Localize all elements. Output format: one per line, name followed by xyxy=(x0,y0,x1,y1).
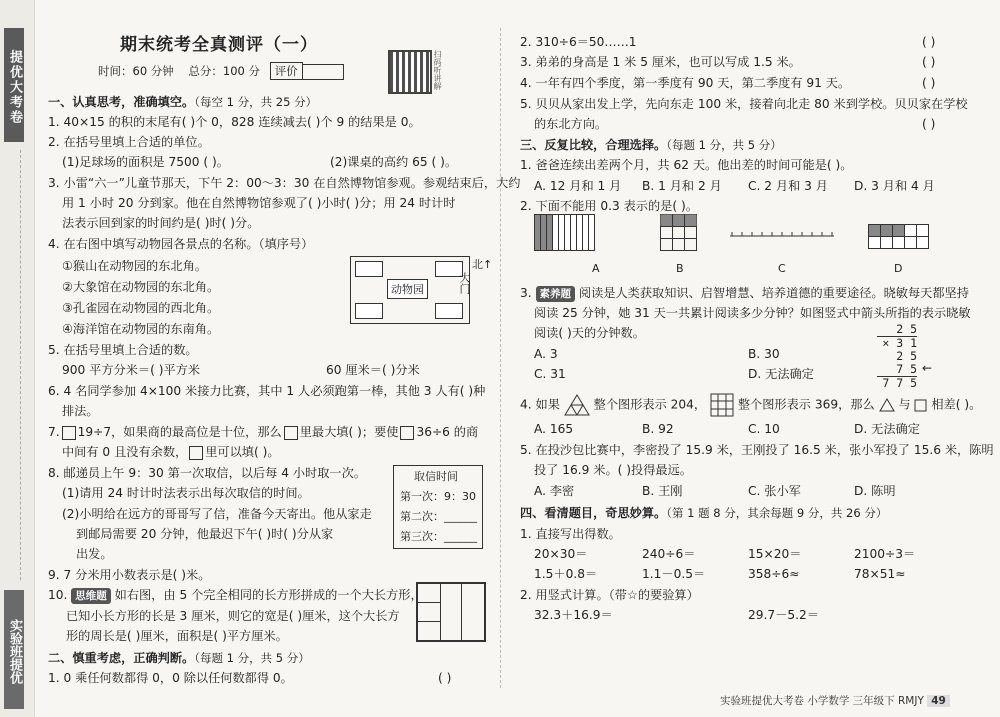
rectangles-figure xyxy=(416,582,486,642)
choice-5-line1: 5. 在投沙包比赛中，李密投了 15.9 米，王刚投了 16.5 米，张小军投了 15.6 米，陈明 xyxy=(520,443,994,457)
q8: 8. 邮递员上午 9：30 第一次取信，以后每 4 小时取一次。 xyxy=(48,466,366,480)
calc-1-r1-d[interactable]: 2100÷3＝ xyxy=(854,547,916,561)
judge-5-line2: 的东北方向。 xyxy=(534,117,608,131)
total-score: 总分：100 分 xyxy=(188,64,261,78)
q4-item3: ③孔雀园在动物园的西北角。 xyxy=(62,301,220,315)
q1: 1. 40×15 的积的末尾有( )个 0，828 连续减去( )个 9 的结果是 0。 xyxy=(48,115,421,129)
q8a: (1)请用 24 时计时法表示出每次取信的时间。 xyxy=(62,486,310,500)
q3-line3: 法表示回到家的时间约是( )时( )分。 xyxy=(62,216,260,230)
small-rect xyxy=(417,621,441,641)
judge-4-answer[interactable]: ( ) xyxy=(922,76,936,90)
grid-square-figure-icon xyxy=(710,393,734,417)
north-arrow-icon: 北↑ xyxy=(472,258,493,271)
time-limit: 时间：60 分钟 xyxy=(98,64,174,78)
binding-spine xyxy=(0,0,35,717)
gate-label: 大门 xyxy=(458,272,471,294)
q4-item1: ①猴山在动物园的东北角。 xyxy=(62,259,207,273)
q2b: (2)课桌的高约 65 ( )。 xyxy=(330,155,458,169)
q10-line2: 已知小长方形的长是 3 厘米，则它的宽是( )厘米，这个大长方 xyxy=(66,609,400,623)
exam-meta xyxy=(98,62,344,80)
q10-line3: 形的周长是( )厘米，面积是( )平方厘米。 xyxy=(66,629,288,643)
choice-1-opt-b[interactable]: B. 1 月和 2 月 xyxy=(642,179,722,193)
strip xyxy=(571,215,577,251)
judge-5-answer[interactable]: ( ) xyxy=(922,117,936,131)
figure-b-label: B xyxy=(676,262,684,275)
zoo-map xyxy=(350,256,470,324)
triangle-figure-icon xyxy=(564,394,590,416)
cell xyxy=(917,237,929,249)
q7-line2: 中间有 0 且没有余数， 里可以填( )。 xyxy=(62,445,280,459)
q3-line2: 用 1 小时 20 分到家。他在自然博物馆参观了( )小时( )分；用 24 时计时 xyxy=(62,196,456,210)
triangle-icon xyxy=(879,398,895,412)
calc-1-r2-c[interactable]: 358÷6≈ xyxy=(748,567,800,581)
digit-box[interactable] xyxy=(400,426,414,440)
qr-code-icon[interactable] xyxy=(388,50,432,94)
qr-caption: 扫码听讲解 xyxy=(433,50,442,90)
strip xyxy=(553,215,559,251)
q4-item4: ④海洋馆在动物园的东南角。 xyxy=(62,322,220,336)
choice-5-line2: 投了 16.9 米。( )投得最远。 xyxy=(534,463,692,477)
section-2-heading: 二、慎重考虑，正确判断。（每题 1 分，共 5 分） xyxy=(48,651,310,665)
choice-2: 2. 下面不能用 0.3 表示的是( )。 xyxy=(520,199,698,213)
page-number: 49 xyxy=(927,695,950,707)
map-cell-se[interactable] xyxy=(435,303,463,319)
cell xyxy=(893,237,905,249)
choice-3-opt-c[interactable]: C. 31 xyxy=(534,367,566,381)
pickup-row-3[interactable]: 第三次：______ xyxy=(400,530,477,543)
vert-line: 2 5 xyxy=(896,322,917,336)
q4: 4. 在右图中填写动物园各景点的名称。（填序号） xyxy=(48,237,314,251)
q8c: 到邮局需要 20 分钟，他最迟下午( )时( )分从家 xyxy=(76,527,334,541)
section-3-heading: 三、反复比较，合理选择。（每题 1 分，共 5 分） xyxy=(520,138,782,152)
figure-d xyxy=(868,214,934,254)
digit-box[interactable] xyxy=(284,426,298,440)
page-divider xyxy=(500,28,501,688)
judge-3: 3. 弟弟的身高是 1 米 5 厘米，也可以写成 1.5 米。 xyxy=(520,55,801,69)
calc-1-r2-a[interactable]: 1.5＋0.8＝ xyxy=(534,567,598,581)
choice-3-line3: 阅读( )天的分钟数。 xyxy=(534,326,645,340)
vert-line: 2 5 xyxy=(896,349,917,363)
calc-2-b[interactable]: 29.7－5.2＝ xyxy=(748,608,819,622)
choice-1-opt-c[interactable]: C. 2 月和 3 月 xyxy=(748,179,828,193)
choice-3-opt-b[interactable]: B. 30 xyxy=(748,347,780,361)
choice-1-opt-d[interactable]: D. 3 月和 4 月 xyxy=(854,179,935,193)
cell xyxy=(881,237,893,249)
q6-line1: 6. 4 名同学参加 4×100 米接力比赛，其中 1 人必须跑第一棒，其他 3 人有( )种 xyxy=(48,384,486,398)
q3-line1: 3. 小雷“六一”儿童节那天，下午 2：00～3：30 在自然博物馆参观。参观结束后，大约 xyxy=(48,176,521,190)
q5: 5. 在括号里填上合适的数。 xyxy=(48,343,198,357)
pickup-title: 取信时间 xyxy=(414,470,458,483)
page-footer xyxy=(720,693,950,708)
strip xyxy=(547,215,553,251)
q5b: 60 厘米＝( )分米 xyxy=(326,363,420,377)
judge-3-answer[interactable]: ( ) xyxy=(922,55,936,69)
eval-box[interactable] xyxy=(303,64,344,80)
square-icon xyxy=(914,399,927,412)
digit-box[interactable] xyxy=(189,446,203,460)
choice-1: 1. 爸爸连续出差两个月，共 62 天。他出差的时间可能是( )。 xyxy=(520,158,853,172)
cell xyxy=(905,225,917,237)
q9: 9. 7 分米用小数表示是( )米。 xyxy=(48,568,211,582)
choice-5-opt-d[interactable]: D. 陈明 xyxy=(854,484,896,498)
figure-a xyxy=(534,214,634,254)
judge-4: 4. 一年有四个季度，第一季度有 90 天，第二季度有 91 天。 xyxy=(520,76,851,90)
q4-item2: ②大象馆在动物园的东北角。 xyxy=(62,280,220,294)
brand-logo-top: 提优大考卷 xyxy=(4,28,24,142)
literacy-tag: 素养题 xyxy=(536,286,576,302)
cell xyxy=(917,225,929,237)
choice-5-opt-a[interactable]: A. 李密 xyxy=(534,484,575,498)
q5a: 900 平方分米＝( )平方米 xyxy=(62,363,201,377)
choice-3-line1: 3. 素养题 阅读是人类获取知识、启智增慧、培养道德的重要途径。晓敏每天都坚持 xyxy=(520,286,969,300)
digit-box[interactable] xyxy=(62,426,76,440)
cell xyxy=(893,225,905,237)
map-cell-nw[interactable] xyxy=(355,261,383,277)
small-rect xyxy=(440,583,462,641)
q2: 2. 在括号里填上合适的单位。 xyxy=(48,135,210,149)
choice-5-opt-b[interactable]: B. 王刚 xyxy=(642,484,683,498)
figure-a-label: A xyxy=(592,262,600,275)
strip xyxy=(565,215,571,251)
strip xyxy=(589,215,595,251)
strip xyxy=(583,215,589,251)
choice-3-opt-a[interactable]: A. 3 xyxy=(534,347,558,361)
q8b: (2)小明给在远方的哥哥写了信，准备今天寄出。他从家走 xyxy=(62,507,372,521)
section-1-heading: 一、认真思考，准确填空。（每空 1 分，共 25 分） xyxy=(48,95,318,109)
q2a: (1)足球场的面积是 7500 ( )。 xyxy=(62,155,229,169)
pickup-row-2[interactable]: 第二次：______ xyxy=(400,510,477,523)
strip xyxy=(577,215,583,251)
thinking-tag: 思维题 xyxy=(71,588,111,604)
calc-1-r1-b[interactable]: 240÷6＝ xyxy=(642,547,696,561)
choice-4-opt-c[interactable]: C. 10 xyxy=(748,422,780,436)
cut-line xyxy=(20,150,21,580)
strip xyxy=(559,215,565,251)
calc-1-r2-d[interactable]: 78×51≈ xyxy=(854,567,906,581)
calc-1: 1. 直接写出得数。 xyxy=(520,527,621,541)
strip xyxy=(541,215,547,251)
small-rect xyxy=(417,602,441,622)
choice-3-line2: 阅读 25 分钟，她 31 天一共累计阅读多少分钟？如图竖式中箭头所指的表示晓敏 xyxy=(534,306,971,320)
strip xyxy=(535,215,541,251)
vert-line: 7 5 xyxy=(896,362,917,376)
section-4-heading: 四、看清题目，奇思妙算。（第 1 题 8 分，其余每题 9 分，共 26 分） xyxy=(520,506,888,520)
q6-line2: 排法。 xyxy=(62,404,99,418)
calc-2-a[interactable]: 32.3＋16.9＝ xyxy=(534,608,613,622)
calc-1-r1-a[interactable]: 20×30＝ xyxy=(534,547,588,561)
judge-1: 1. 0 乘任何数都得 0，0 除以任何数都得 0。 xyxy=(48,671,293,685)
q7-line1: 7. 19÷7，如果商的最高位是十位，那么 里最大填( )；要使 36÷6 的商 xyxy=(48,425,479,439)
footer-text: 实验班提优大考卷 小学数学 三年级下 RMJY xyxy=(720,695,924,707)
choice-3-opt-d[interactable]: D. 无法确定 xyxy=(748,367,814,381)
choice-4: 4. 如果 整个图形表示 204， 整个图形表示 369，那么 与 相差( )。 xyxy=(520,393,981,417)
page-title: 期末统考全真测评（一） xyxy=(120,35,318,55)
pickup-times-box xyxy=(393,465,483,549)
figure-d-label: D xyxy=(894,262,903,275)
calc-2: 2. 用竖式计算。（带☆的要验算） xyxy=(520,588,699,602)
choice-4-opt-b[interactable]: B. 92 xyxy=(642,422,674,436)
calc-1-r1-c[interactable]: 15×20＝ xyxy=(748,547,802,561)
calc-1-r2-b[interactable]: 1.1－0.5＝ xyxy=(642,567,706,581)
judge-5-line1: 5. 贝贝从家出发上学，先向东走 100 米，接着向北走 80 米到学校。贝贝家在学校 xyxy=(520,97,968,111)
figure-c-label: C xyxy=(778,262,786,275)
cell xyxy=(869,225,881,237)
arrow-left-icon: ← xyxy=(922,361,933,375)
judge-1-answer[interactable]: ( ) xyxy=(438,671,452,685)
pickup-row-1: 第一次：9：30 xyxy=(400,490,476,503)
figure-b xyxy=(660,214,700,254)
small-rect xyxy=(461,583,485,641)
judge-2: 2. 310÷6＝50……1 xyxy=(520,35,637,49)
q8d: 出发。 xyxy=(76,547,113,561)
map-center-label: 动物园 xyxy=(387,279,428,299)
choice-4-opt-d[interactable]: D. 无法确定 xyxy=(854,422,920,436)
small-rect xyxy=(417,583,441,603)
brand-logo-bottom: 实验班提优 xyxy=(4,590,24,709)
choice-4-opt-a[interactable]: A. 165 xyxy=(534,422,574,436)
figure-c xyxy=(728,214,838,254)
choice-5-opt-c[interactable]: C. 张小军 xyxy=(748,484,801,498)
cell xyxy=(881,225,893,237)
q10-line1: 10. 思维题 如右图，由 5 个完全相同的长方形拼成的一个大长方形， xyxy=(48,588,423,602)
eval-label: 评价 xyxy=(270,62,303,80)
cell xyxy=(905,237,917,249)
vert-line: 7 7 5 xyxy=(877,376,917,390)
vert-line: × 3 1 xyxy=(877,336,917,350)
choice-1-opt-a[interactable]: A. 12 月和 1 月 xyxy=(534,179,622,193)
vertical-multiplication xyxy=(877,323,917,390)
cell xyxy=(869,237,881,249)
map-cell-sw[interactable] xyxy=(355,303,383,319)
judge-2-answer[interactable]: ( ) xyxy=(922,35,936,49)
